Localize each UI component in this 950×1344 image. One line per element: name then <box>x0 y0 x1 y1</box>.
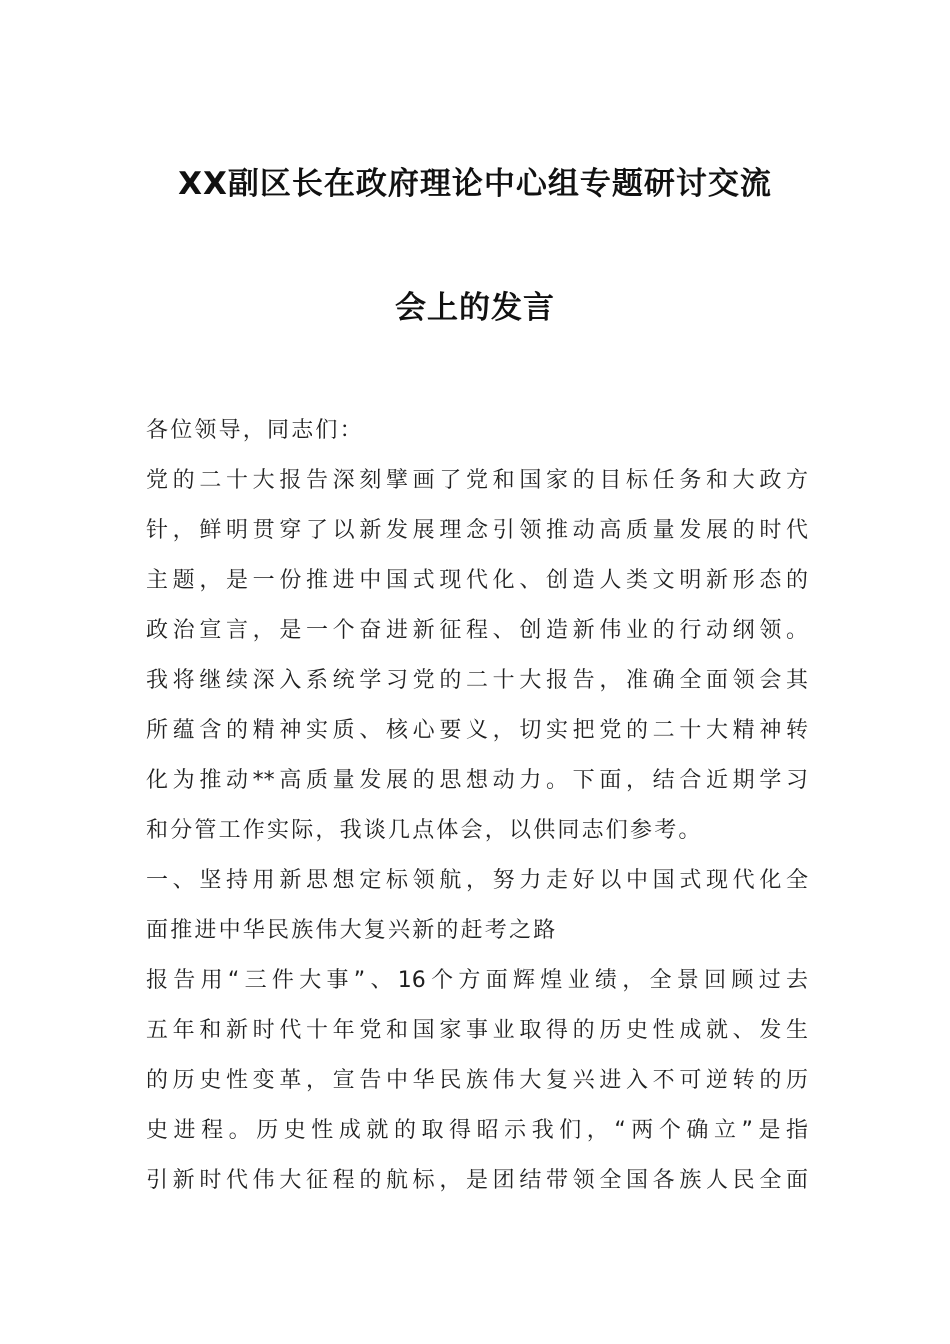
salutation: 各位领导，同志们： <box>146 418 364 443</box>
paragraph-line: 化为推动**高质量发展的思想动力。下面，结合近期学习 <box>146 768 808 793</box>
paragraph-line: 主题，是一份推进中国式现代化、创造人类文明新形态的 <box>146 568 808 593</box>
paragraph-line: 史进程。历史性成就的取得昭示我们，“两个确立”是指 <box>146 1118 808 1143</box>
paragraph-line: 五年和新时代十年党和国家事业取得的历史性成就、发生 <box>146 1018 808 1043</box>
document-title-line-1: XX副区长在政府理论中心组专题研讨交流 <box>178 166 772 202</box>
paragraph-line: 所蕴含的精神实质、核心要义，切实把党的二十大精神转 <box>146 718 808 743</box>
paragraph-line: 的历史性变革，宣告中华民族伟大复兴进入不可逆转的历 <box>146 1068 808 1093</box>
paragraph-line: 我将继续深入系统学习党的二十大报告，准确全面领会其 <box>146 668 808 693</box>
section-heading-line: 一、坚持用新思想定标领航，努力走好以中国式现代化全 <box>146 868 808 893</box>
paragraph-line: 针，鲜明贯穿了以新发展理念引领推动高质量发展的时代 <box>146 518 808 543</box>
document-body <box>146 418 808 1218</box>
paragraph-line: 政治宣言，是一个奋进新征程、创造新伟业的行动纲领。 <box>146 618 808 643</box>
paragraph-line: 引新时代伟大征程的航标，是团结带领全国各族人民全面 <box>146 1168 808 1193</box>
paragraph-line: 和分管工作实际，我谈几点体会，以供同志们参考。 <box>146 818 703 843</box>
section-heading-line: 面推进中华民族伟大复兴新的赶考之路 <box>146 918 558 943</box>
document-title-line-2: 会上的发言 <box>395 290 555 326</box>
paragraph-line: 报告用“三件大事”、16个方面辉煌业绩，全景回顾过去 <box>146 968 808 993</box>
paragraph-line: 党的二十大报告深刻擘画了党和国家的目标任务和大政方 <box>146 468 808 493</box>
